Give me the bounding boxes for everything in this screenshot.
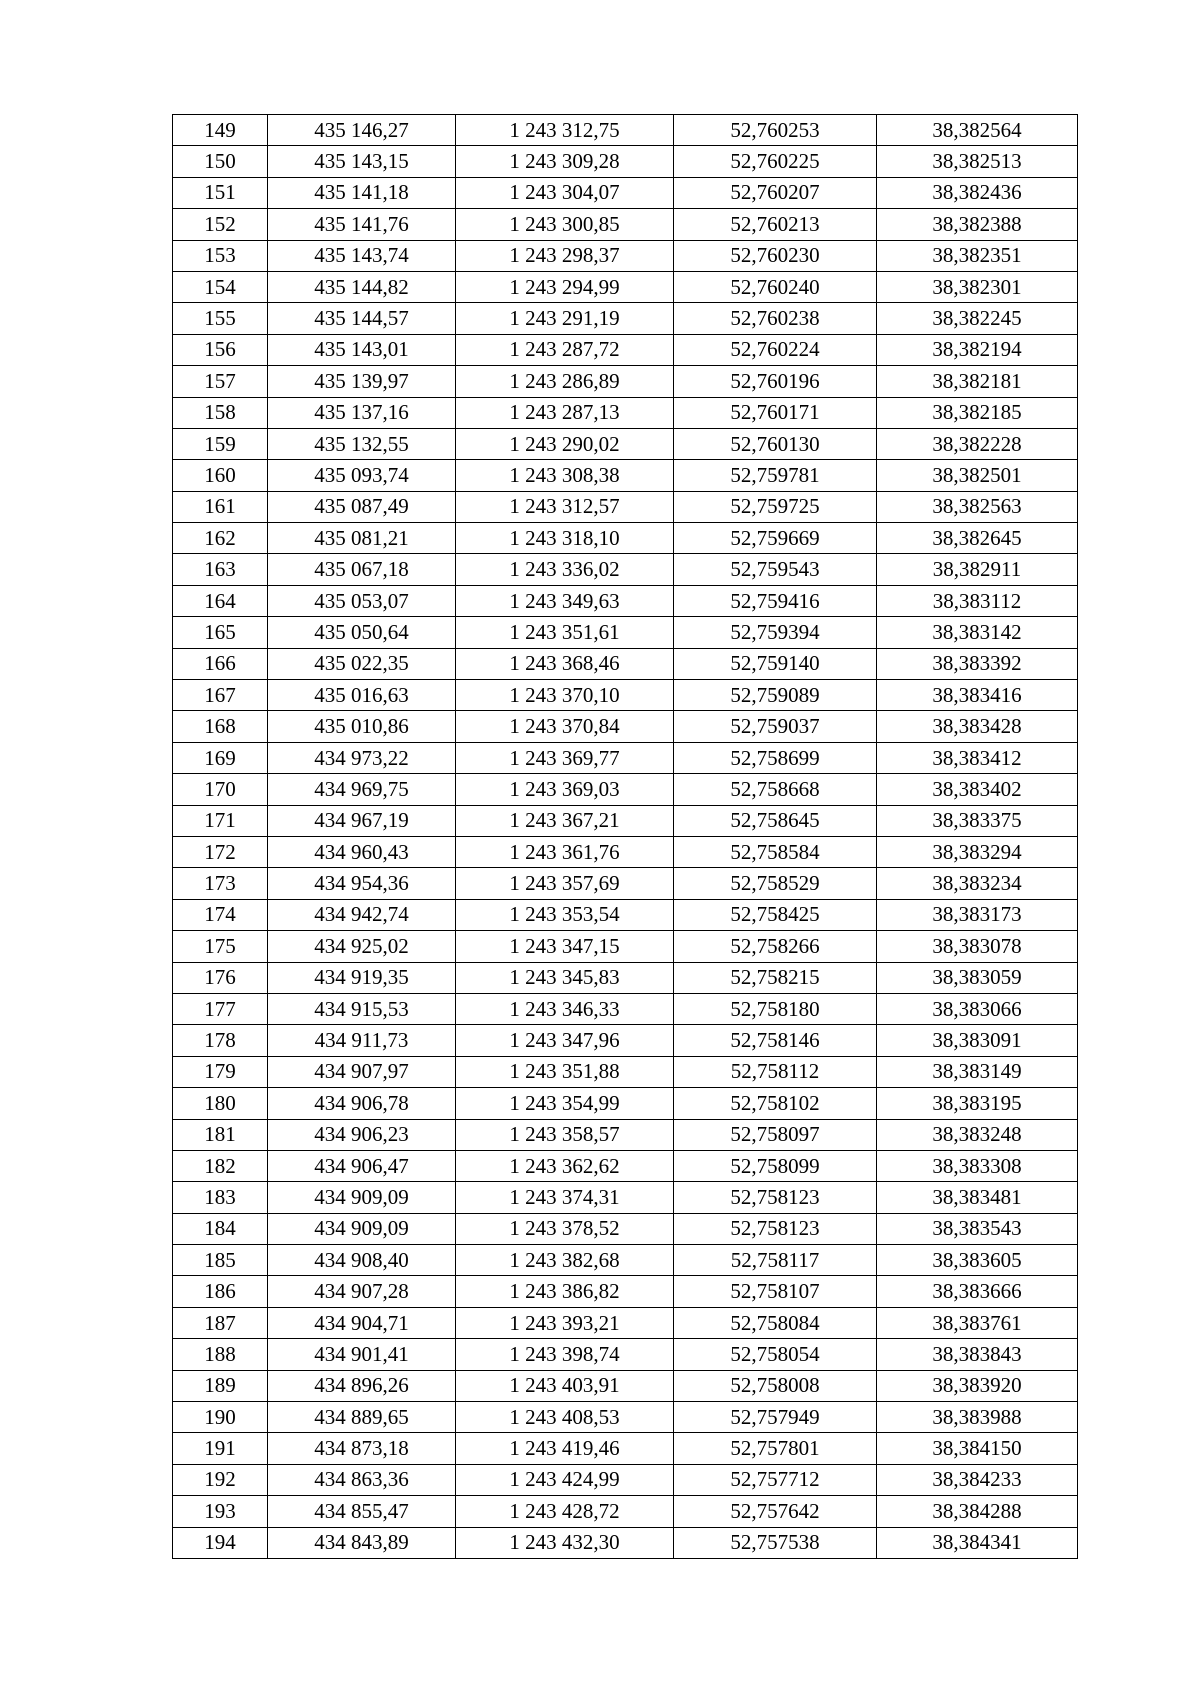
longitude-cell: 38,383112 bbox=[877, 585, 1078, 616]
x-coordinate-cell: 435 141,76 bbox=[268, 209, 456, 240]
y-coordinate-cell: 1 243 358,57 bbox=[456, 1119, 674, 1150]
latitude-cell: 52,758084 bbox=[674, 1307, 877, 1338]
point-number-cell: 183 bbox=[173, 1182, 268, 1213]
latitude-cell: 52,758097 bbox=[674, 1119, 877, 1150]
x-coordinate-cell: 434 954,36 bbox=[268, 868, 456, 899]
y-coordinate-cell: 1 243 309,28 bbox=[456, 146, 674, 177]
point-number-cell: 166 bbox=[173, 648, 268, 679]
longitude-cell: 38,383173 bbox=[877, 899, 1078, 930]
y-coordinate-cell: 1 243 367,21 bbox=[456, 805, 674, 836]
table-row bbox=[173, 1433, 1078, 1464]
y-coordinate-cell: 1 243 347,15 bbox=[456, 931, 674, 962]
y-coordinate-cell: 1 243 345,83 bbox=[456, 962, 674, 993]
table-row bbox=[173, 115, 1078, 146]
point-number-cell: 168 bbox=[173, 711, 268, 742]
point-number-cell: 171 bbox=[173, 805, 268, 836]
x-coordinate-cell: 435 143,74 bbox=[268, 240, 456, 271]
point-number-cell: 186 bbox=[173, 1276, 268, 1307]
point-number-cell: 162 bbox=[173, 523, 268, 554]
point-number-cell: 170 bbox=[173, 774, 268, 805]
longitude-cell: 38,382245 bbox=[877, 303, 1078, 334]
latitude-cell: 52,758008 bbox=[674, 1370, 877, 1401]
table-row bbox=[173, 1402, 1078, 1433]
y-coordinate-cell: 1 243 308,38 bbox=[456, 460, 674, 491]
table-row bbox=[173, 1496, 1078, 1527]
x-coordinate-cell: 435 022,35 bbox=[268, 648, 456, 679]
latitude-cell: 52,759669 bbox=[674, 523, 877, 554]
latitude-cell: 52,758645 bbox=[674, 805, 877, 836]
longitude-cell: 38,383248 bbox=[877, 1119, 1078, 1150]
x-coordinate-cell: 435 139,97 bbox=[268, 366, 456, 397]
table-row bbox=[173, 240, 1078, 271]
point-number-cell: 188 bbox=[173, 1339, 268, 1370]
longitude-cell: 38,382513 bbox=[877, 146, 1078, 177]
x-coordinate-cell: 434 911,73 bbox=[268, 1025, 456, 1056]
x-coordinate-cell: 435 093,74 bbox=[268, 460, 456, 491]
latitude-cell: 52,760224 bbox=[674, 334, 877, 365]
latitude-cell: 52,760207 bbox=[674, 177, 877, 208]
table-row bbox=[173, 1339, 1078, 1370]
x-coordinate-cell: 434 925,02 bbox=[268, 931, 456, 962]
latitude-cell: 52,757642 bbox=[674, 1496, 877, 1527]
y-coordinate-cell: 1 243 312,75 bbox=[456, 115, 674, 146]
latitude-cell: 52,760225 bbox=[674, 146, 877, 177]
table-row bbox=[173, 648, 1078, 679]
longitude-cell: 38,383234 bbox=[877, 868, 1078, 899]
latitude-cell: 52,757949 bbox=[674, 1402, 877, 1433]
point-number-cell: 165 bbox=[173, 617, 268, 648]
x-coordinate-cell: 435 144,82 bbox=[268, 271, 456, 302]
point-number-cell: 175 bbox=[173, 931, 268, 962]
point-number-cell: 172 bbox=[173, 836, 268, 867]
point-number-cell: 178 bbox=[173, 1025, 268, 1056]
latitude-cell: 52,757801 bbox=[674, 1433, 877, 1464]
y-coordinate-cell: 1 243 351,61 bbox=[456, 617, 674, 648]
longitude-cell: 38,382564 bbox=[877, 115, 1078, 146]
x-coordinate-cell: 434 908,40 bbox=[268, 1245, 456, 1276]
point-number-cell: 159 bbox=[173, 428, 268, 459]
point-number-cell: 194 bbox=[173, 1527, 268, 1558]
longitude-cell: 38,384341 bbox=[877, 1527, 1078, 1558]
y-coordinate-cell: 1 243 374,31 bbox=[456, 1182, 674, 1213]
x-coordinate-cell: 434 967,19 bbox=[268, 805, 456, 836]
point-number-cell: 157 bbox=[173, 366, 268, 397]
table-row bbox=[173, 1464, 1078, 1495]
latitude-cell: 52,758180 bbox=[674, 993, 877, 1024]
x-coordinate-cell: 434 889,65 bbox=[268, 1402, 456, 1433]
x-coordinate-cell: 435 087,49 bbox=[268, 491, 456, 522]
table-row bbox=[173, 1307, 1078, 1338]
latitude-cell: 52,758146 bbox=[674, 1025, 877, 1056]
table-row bbox=[173, 554, 1078, 585]
point-number-cell: 190 bbox=[173, 1402, 268, 1433]
table-row bbox=[173, 585, 1078, 616]
x-coordinate-cell: 435 141,18 bbox=[268, 177, 456, 208]
point-number-cell: 179 bbox=[173, 1056, 268, 1087]
table-row bbox=[173, 742, 1078, 773]
table-row bbox=[173, 146, 1078, 177]
longitude-cell: 38,382301 bbox=[877, 271, 1078, 302]
table-row bbox=[173, 836, 1078, 867]
longitude-cell: 38,383428 bbox=[877, 711, 1078, 742]
y-coordinate-cell: 1 243 432,30 bbox=[456, 1527, 674, 1558]
y-coordinate-cell: 1 243 346,33 bbox=[456, 993, 674, 1024]
longitude-cell: 38,383066 bbox=[877, 993, 1078, 1024]
longitude-cell: 38,382501 bbox=[877, 460, 1078, 491]
y-coordinate-cell: 1 243 369,77 bbox=[456, 742, 674, 773]
table-row bbox=[173, 1119, 1078, 1150]
y-coordinate-cell: 1 243 294,99 bbox=[456, 271, 674, 302]
longitude-cell: 38,382228 bbox=[877, 428, 1078, 459]
table-row bbox=[173, 1025, 1078, 1056]
x-coordinate-cell: 434 855,47 bbox=[268, 1496, 456, 1527]
table-row bbox=[173, 1527, 1078, 1558]
longitude-cell: 38,383412 bbox=[877, 742, 1078, 773]
table-row bbox=[173, 1276, 1078, 1307]
point-number-cell: 160 bbox=[173, 460, 268, 491]
point-number-cell: 163 bbox=[173, 554, 268, 585]
latitude-cell: 52,759725 bbox=[674, 491, 877, 522]
table-row bbox=[173, 993, 1078, 1024]
table-row bbox=[173, 680, 1078, 711]
y-coordinate-cell: 1 243 298,37 bbox=[456, 240, 674, 271]
x-coordinate-cell: 435 137,16 bbox=[268, 397, 456, 428]
y-coordinate-cell: 1 243 287,72 bbox=[456, 334, 674, 365]
longitude-cell: 38,382911 bbox=[877, 554, 1078, 585]
longitude-cell: 38,382351 bbox=[877, 240, 1078, 271]
longitude-cell: 38,383543 bbox=[877, 1213, 1078, 1244]
latitude-cell: 52,759781 bbox=[674, 460, 877, 491]
table-row bbox=[173, 899, 1078, 930]
x-coordinate-cell: 434 907,28 bbox=[268, 1276, 456, 1307]
point-number-cell: 164 bbox=[173, 585, 268, 616]
latitude-cell: 52,758102 bbox=[674, 1088, 877, 1119]
longitude-cell: 38,383761 bbox=[877, 1307, 1078, 1338]
table-row bbox=[173, 271, 1078, 302]
latitude-cell: 52,758529 bbox=[674, 868, 877, 899]
table-row bbox=[173, 711, 1078, 742]
x-coordinate-cell: 435 146,27 bbox=[268, 115, 456, 146]
point-number-cell: 151 bbox=[173, 177, 268, 208]
longitude-cell: 38,383294 bbox=[877, 836, 1078, 867]
longitude-cell: 38,383142 bbox=[877, 617, 1078, 648]
y-coordinate-cell: 1 243 370,10 bbox=[456, 680, 674, 711]
x-coordinate-cell: 435 081,21 bbox=[268, 523, 456, 554]
point-number-cell: 167 bbox=[173, 680, 268, 711]
coordinates-table-body bbox=[173, 115, 1078, 1559]
latitude-cell: 52,758099 bbox=[674, 1150, 877, 1181]
y-coordinate-cell: 1 243 357,69 bbox=[456, 868, 674, 899]
latitude-cell: 52,758425 bbox=[674, 899, 877, 930]
x-coordinate-cell: 434 904,71 bbox=[268, 1307, 456, 1338]
point-number-cell: 153 bbox=[173, 240, 268, 271]
longitude-cell: 38,383392 bbox=[877, 648, 1078, 679]
point-number-cell: 184 bbox=[173, 1213, 268, 1244]
y-coordinate-cell: 1 243 393,21 bbox=[456, 1307, 674, 1338]
point-number-cell: 182 bbox=[173, 1150, 268, 1181]
table-row bbox=[173, 177, 1078, 208]
latitude-cell: 52,759140 bbox=[674, 648, 877, 679]
table-row bbox=[173, 1150, 1078, 1181]
table-row bbox=[173, 617, 1078, 648]
longitude-cell: 38,382194 bbox=[877, 334, 1078, 365]
latitude-cell: 52,757538 bbox=[674, 1527, 877, 1558]
latitude-cell: 52,758123 bbox=[674, 1213, 877, 1244]
latitude-cell: 52,760240 bbox=[674, 271, 877, 302]
point-number-cell: 192 bbox=[173, 1464, 268, 1495]
y-coordinate-cell: 1 243 304,07 bbox=[456, 177, 674, 208]
longitude-cell: 38,383920 bbox=[877, 1370, 1078, 1401]
x-coordinate-cell: 434 942,74 bbox=[268, 899, 456, 930]
latitude-cell: 52,758584 bbox=[674, 836, 877, 867]
point-number-cell: 180 bbox=[173, 1088, 268, 1119]
point-number-cell: 177 bbox=[173, 993, 268, 1024]
table-row bbox=[173, 491, 1078, 522]
y-coordinate-cell: 1 243 362,62 bbox=[456, 1150, 674, 1181]
longitude-cell: 38,382563 bbox=[877, 491, 1078, 522]
x-coordinate-cell: 435 143,15 bbox=[268, 146, 456, 177]
longitude-cell: 38,383195 bbox=[877, 1088, 1078, 1119]
y-coordinate-cell: 1 243 361,76 bbox=[456, 836, 674, 867]
y-coordinate-cell: 1 243 368,46 bbox=[456, 648, 674, 679]
longitude-cell: 38,383843 bbox=[877, 1339, 1078, 1370]
latitude-cell: 52,757712 bbox=[674, 1464, 877, 1495]
x-coordinate-cell: 434 901,41 bbox=[268, 1339, 456, 1370]
longitude-cell: 38,382645 bbox=[877, 523, 1078, 554]
table-row bbox=[173, 334, 1078, 365]
x-coordinate-cell: 435 144,57 bbox=[268, 303, 456, 334]
point-number-cell: 158 bbox=[173, 397, 268, 428]
table-row bbox=[173, 1056, 1078, 1087]
y-coordinate-cell: 1 243 351,88 bbox=[456, 1056, 674, 1087]
longitude-cell: 38,383308 bbox=[877, 1150, 1078, 1181]
point-number-cell: 156 bbox=[173, 334, 268, 365]
point-number-cell: 150 bbox=[173, 146, 268, 177]
y-coordinate-cell: 1 243 408,53 bbox=[456, 1402, 674, 1433]
x-coordinate-cell: 435 132,55 bbox=[268, 428, 456, 459]
latitude-cell: 52,758112 bbox=[674, 1056, 877, 1087]
y-coordinate-cell: 1 243 318,10 bbox=[456, 523, 674, 554]
y-coordinate-cell: 1 243 403,91 bbox=[456, 1370, 674, 1401]
latitude-cell: 52,760130 bbox=[674, 428, 877, 459]
x-coordinate-cell: 434 907,97 bbox=[268, 1056, 456, 1087]
longitude-cell: 38,384233 bbox=[877, 1464, 1078, 1495]
latitude-cell: 52,758266 bbox=[674, 931, 877, 962]
latitude-cell: 52,759416 bbox=[674, 585, 877, 616]
y-coordinate-cell: 1 243 354,99 bbox=[456, 1088, 674, 1119]
y-coordinate-cell: 1 243 369,03 bbox=[456, 774, 674, 805]
latitude-cell: 52,758215 bbox=[674, 962, 877, 993]
table-row bbox=[173, 303, 1078, 334]
latitude-cell: 52,760196 bbox=[674, 366, 877, 397]
table-row bbox=[173, 460, 1078, 491]
longitude-cell: 38,382436 bbox=[877, 177, 1078, 208]
y-coordinate-cell: 1 243 336,02 bbox=[456, 554, 674, 585]
y-coordinate-cell: 1 243 349,63 bbox=[456, 585, 674, 616]
y-coordinate-cell: 1 243 428,72 bbox=[456, 1496, 674, 1527]
y-coordinate-cell: 1 243 312,57 bbox=[456, 491, 674, 522]
longitude-cell: 38,383416 bbox=[877, 680, 1078, 711]
x-coordinate-cell: 435 016,63 bbox=[268, 680, 456, 711]
coordinates-table bbox=[172, 114, 1078, 1559]
table-row bbox=[173, 209, 1078, 240]
point-number-cell: 176 bbox=[173, 962, 268, 993]
latitude-cell: 52,758107 bbox=[674, 1276, 877, 1307]
y-coordinate-cell: 1 243 378,52 bbox=[456, 1213, 674, 1244]
y-coordinate-cell: 1 243 286,89 bbox=[456, 366, 674, 397]
longitude-cell: 38,382185 bbox=[877, 397, 1078, 428]
table-row bbox=[173, 428, 1078, 459]
latitude-cell: 52,758123 bbox=[674, 1182, 877, 1213]
latitude-cell: 52,760238 bbox=[674, 303, 877, 334]
table-row bbox=[173, 868, 1078, 899]
longitude-cell: 38,383666 bbox=[877, 1276, 1078, 1307]
point-number-cell: 191 bbox=[173, 1433, 268, 1464]
longitude-cell: 38,382388 bbox=[877, 209, 1078, 240]
x-coordinate-cell: 434 973,22 bbox=[268, 742, 456, 773]
longitude-cell: 38,384288 bbox=[877, 1496, 1078, 1527]
latitude-cell: 52,758117 bbox=[674, 1245, 877, 1276]
point-number-cell: 149 bbox=[173, 115, 268, 146]
table-row bbox=[173, 1088, 1078, 1119]
table-row bbox=[173, 931, 1078, 962]
x-coordinate-cell: 434 896,26 bbox=[268, 1370, 456, 1401]
table-row bbox=[173, 1370, 1078, 1401]
point-number-cell: 155 bbox=[173, 303, 268, 334]
y-coordinate-cell: 1 243 419,46 bbox=[456, 1433, 674, 1464]
x-coordinate-cell: 434 919,35 bbox=[268, 962, 456, 993]
y-coordinate-cell: 1 243 370,84 bbox=[456, 711, 674, 742]
y-coordinate-cell: 1 243 398,74 bbox=[456, 1339, 674, 1370]
table-row bbox=[173, 962, 1078, 993]
latitude-cell: 52,759394 bbox=[674, 617, 877, 648]
x-coordinate-cell: 435 010,86 bbox=[268, 711, 456, 742]
latitude-cell: 52,760213 bbox=[674, 209, 877, 240]
latitude-cell: 52,758699 bbox=[674, 742, 877, 773]
table-row bbox=[173, 1245, 1078, 1276]
x-coordinate-cell: 434 909,09 bbox=[268, 1213, 456, 1244]
y-coordinate-cell: 1 243 347,96 bbox=[456, 1025, 674, 1056]
point-number-cell: 173 bbox=[173, 868, 268, 899]
x-coordinate-cell: 434 906,23 bbox=[268, 1119, 456, 1150]
point-number-cell: 185 bbox=[173, 1245, 268, 1276]
point-number-cell: 154 bbox=[173, 271, 268, 302]
longitude-cell: 38,383091 bbox=[877, 1025, 1078, 1056]
y-coordinate-cell: 1 243 287,13 bbox=[456, 397, 674, 428]
latitude-cell: 52,758668 bbox=[674, 774, 877, 805]
x-coordinate-cell: 434 960,43 bbox=[268, 836, 456, 867]
table-row bbox=[173, 774, 1078, 805]
longitude-cell: 38,383078 bbox=[877, 931, 1078, 962]
latitude-cell: 52,758054 bbox=[674, 1339, 877, 1370]
latitude-cell: 52,760253 bbox=[674, 115, 877, 146]
table-row bbox=[173, 805, 1078, 836]
latitude-cell: 52,760230 bbox=[674, 240, 877, 271]
point-number-cell: 187 bbox=[173, 1307, 268, 1338]
x-coordinate-cell: 434 843,89 bbox=[268, 1527, 456, 1558]
y-coordinate-cell: 1 243 386,82 bbox=[456, 1276, 674, 1307]
y-coordinate-cell: 1 243 291,19 bbox=[456, 303, 674, 334]
latitude-cell: 52,760171 bbox=[674, 397, 877, 428]
y-coordinate-cell: 1 243 290,02 bbox=[456, 428, 674, 459]
table-row bbox=[173, 397, 1078, 428]
table-row bbox=[173, 366, 1078, 397]
point-number-cell: 193 bbox=[173, 1496, 268, 1527]
x-coordinate-cell: 434 969,75 bbox=[268, 774, 456, 805]
x-coordinate-cell: 435 067,18 bbox=[268, 554, 456, 585]
longitude-cell: 38,382181 bbox=[877, 366, 1078, 397]
y-coordinate-cell: 1 243 300,85 bbox=[456, 209, 674, 240]
point-number-cell: 181 bbox=[173, 1119, 268, 1150]
x-coordinate-cell: 434 906,47 bbox=[268, 1150, 456, 1181]
x-coordinate-cell: 435 053,07 bbox=[268, 585, 456, 616]
x-coordinate-cell: 434 906,78 bbox=[268, 1088, 456, 1119]
point-number-cell: 189 bbox=[173, 1370, 268, 1401]
table-row bbox=[173, 523, 1078, 554]
x-coordinate-cell: 434 909,09 bbox=[268, 1182, 456, 1213]
longitude-cell: 38,383988 bbox=[877, 1402, 1078, 1433]
y-coordinate-cell: 1 243 353,54 bbox=[456, 899, 674, 930]
x-coordinate-cell: 434 915,53 bbox=[268, 993, 456, 1024]
x-coordinate-cell: 435 050,64 bbox=[268, 617, 456, 648]
point-number-cell: 152 bbox=[173, 209, 268, 240]
point-number-cell: 169 bbox=[173, 742, 268, 773]
y-coordinate-cell: 1 243 382,68 bbox=[456, 1245, 674, 1276]
longitude-cell: 38,383481 bbox=[877, 1182, 1078, 1213]
x-coordinate-cell: 435 143,01 bbox=[268, 334, 456, 365]
point-number-cell: 174 bbox=[173, 899, 268, 930]
latitude-cell: 52,759089 bbox=[674, 680, 877, 711]
longitude-cell: 38,383375 bbox=[877, 805, 1078, 836]
longitude-cell: 38,383149 bbox=[877, 1056, 1078, 1087]
longitude-cell: 38,383605 bbox=[877, 1245, 1078, 1276]
longitude-cell: 38,384150 bbox=[877, 1433, 1078, 1464]
point-number-cell: 161 bbox=[173, 491, 268, 522]
latitude-cell: 52,759037 bbox=[674, 711, 877, 742]
table-row bbox=[173, 1182, 1078, 1213]
x-coordinate-cell: 434 863,36 bbox=[268, 1464, 456, 1495]
longitude-cell: 38,383402 bbox=[877, 774, 1078, 805]
y-coordinate-cell: 1 243 424,99 bbox=[456, 1464, 674, 1495]
table-row bbox=[173, 1213, 1078, 1244]
x-coordinate-cell: 434 873,18 bbox=[268, 1433, 456, 1464]
longitude-cell: 38,383059 bbox=[877, 962, 1078, 993]
latitude-cell: 52,759543 bbox=[674, 554, 877, 585]
